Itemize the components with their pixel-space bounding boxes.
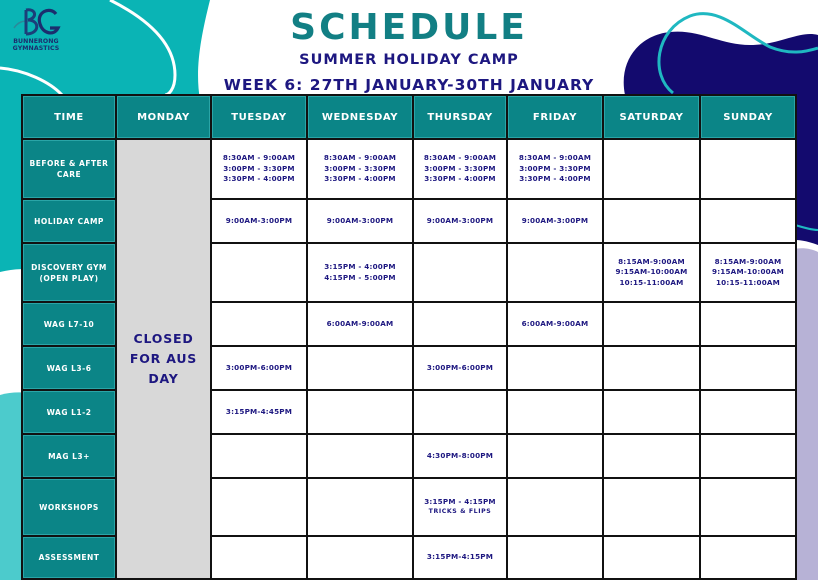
row-label: BEFORE & AFTER CARE — [22, 139, 116, 199]
saturday-slot — [603, 346, 700, 390]
row-label: WAG L7-10 — [22, 302, 116, 346]
col-header-thursday: THURSDAY — [413, 95, 507, 139]
saturday-slot — [603, 302, 700, 346]
tuesday-slot — [211, 478, 307, 536]
saturday-slot: 8:15AM-9:00AM 9:15AM-10:00AM 10:15-11:00AM — [603, 243, 700, 302]
friday-slot — [507, 536, 603, 579]
wednesday-slot: 8:30AM - 9:00AM 3:00PM - 3:30PM 3:30PM - 4:00PM — [307, 139, 413, 199]
brand-name-line2: GYMNASTICS — [12, 44, 60, 52]
col-header-sunday: SUNDAY — [700, 95, 796, 139]
thursday-slot: 3:15PM - 4:15PM TRICKS & FLIPS — [413, 478, 507, 536]
thursday-slot — [413, 243, 507, 302]
col-header-tuesday: TUESDAY — [211, 95, 307, 139]
sunday-slot: 8:15AM-9:00AM 9:15AM-10:00AM 10:15-11:00AM — [700, 243, 796, 302]
saturday-slot — [603, 536, 700, 579]
col-header-time: TIME — [22, 95, 116, 139]
monday-closed-cell: CLOSED FOR AUS DAY — [116, 139, 211, 579]
tuesday-slot: 3:00PM-6:00PM — [211, 346, 307, 390]
thursday-slot — [413, 302, 507, 346]
thursday-slot: 3:15PM-4:15PM — [413, 536, 507, 579]
friday-slot — [507, 390, 603, 434]
header-row — [22, 95, 796, 139]
friday-slot: 9:00AM-3:00PM — [507, 199, 603, 243]
thursday-slot: 3:00PM-6:00PM — [413, 346, 507, 390]
sunday-slot — [700, 536, 796, 579]
tuesday-slot — [211, 243, 307, 302]
friday-slot — [507, 346, 603, 390]
sunday-slot — [700, 346, 796, 390]
col-header-monday: MONDAY — [116, 95, 211, 139]
tuesday-slot — [211, 434, 307, 478]
sunday-slot — [700, 390, 796, 434]
friday-slot — [507, 243, 603, 302]
col-header-friday: FRIDAY — [507, 95, 603, 139]
table-row-before-after-care — [22, 139, 796, 199]
thursday-slot: 8:30AM - 9:00AM 3:00PM - 3:30PM 3:30PM - 4:00PM — [413, 139, 507, 199]
wednesday-slot — [307, 346, 413, 390]
page-title: SCHEDULE — [290, 7, 528, 48]
friday-slot — [507, 478, 603, 536]
sunday-slot — [700, 434, 796, 478]
thursday-slot: 9:00AM-3:00PM — [413, 199, 507, 243]
sunday-slot — [700, 139, 796, 199]
col-header-saturday: SATURDAY — [603, 95, 700, 139]
brand-name-line1: BUNNERONG — [13, 38, 59, 45]
workshop-note: TRICKS & FLIPS — [428, 508, 492, 515]
saturday-slot — [603, 199, 700, 243]
row-label: WORKSHOPS — [22, 478, 116, 536]
tuesday-slot: 9:00AM-3:00PM — [211, 199, 307, 243]
sunday-slot — [700, 302, 796, 346]
row-label: WAG L3-6 — [22, 346, 116, 390]
wednesday-slot — [307, 390, 413, 434]
wednesday-slot: 3:15PM - 4:00PM 4:15PM - 5:00PM — [307, 243, 413, 302]
thursday-slot: 4:30PM-8:00PM — [413, 434, 507, 478]
saturday-slot — [603, 390, 700, 434]
tuesday-slot — [211, 536, 307, 579]
page-subtitle: SUMMER HOLIDAY CAMP — [299, 52, 519, 68]
friday-slot: 8:30AM - 9:00AM 3:00PM - 3:30PM 3:30PM - 4:00PM — [507, 139, 603, 199]
row-label: HOLIDAY CAMP — [22, 199, 116, 243]
wednesday-slot — [307, 478, 413, 536]
friday-slot — [507, 434, 603, 478]
saturday-slot — [603, 478, 700, 536]
sunday-slot — [700, 478, 796, 536]
col-header-wednesday: WEDNESDAY — [307, 95, 413, 139]
row-label: WAG L1-2 — [22, 390, 116, 434]
friday-slot: 6:00AM-9:00AM — [507, 302, 603, 346]
tuesday-slot: 8:30AM - 9:00AM 3:00PM - 3:30PM 3:30PM - 4:00PM — [211, 139, 307, 199]
row-label: ASSESSMENT — [22, 536, 116, 579]
row-label: DISCOVERY GYM (OPEN PLAY) — [22, 243, 116, 302]
wednesday-slot: 9:00AM-3:00PM — [307, 199, 413, 243]
week-range: WEEK 6: 27TH JANUARY-30TH JANUARY — [223, 76, 595, 94]
wednesday-slot — [307, 434, 413, 478]
wednesday-slot: 6:00AM-9:00AM — [307, 302, 413, 346]
sunday-slot — [700, 199, 796, 243]
saturday-slot — [603, 434, 700, 478]
tuesday-slot — [211, 302, 307, 346]
tuesday-slot: 3:15PM-4:45PM — [211, 390, 307, 434]
saturday-slot — [603, 139, 700, 199]
schedule-table — [21, 94, 797, 580]
wednesday-slot — [307, 536, 413, 579]
thursday-slot — [413, 390, 507, 434]
row-label: MAG L3+ — [22, 434, 116, 478]
